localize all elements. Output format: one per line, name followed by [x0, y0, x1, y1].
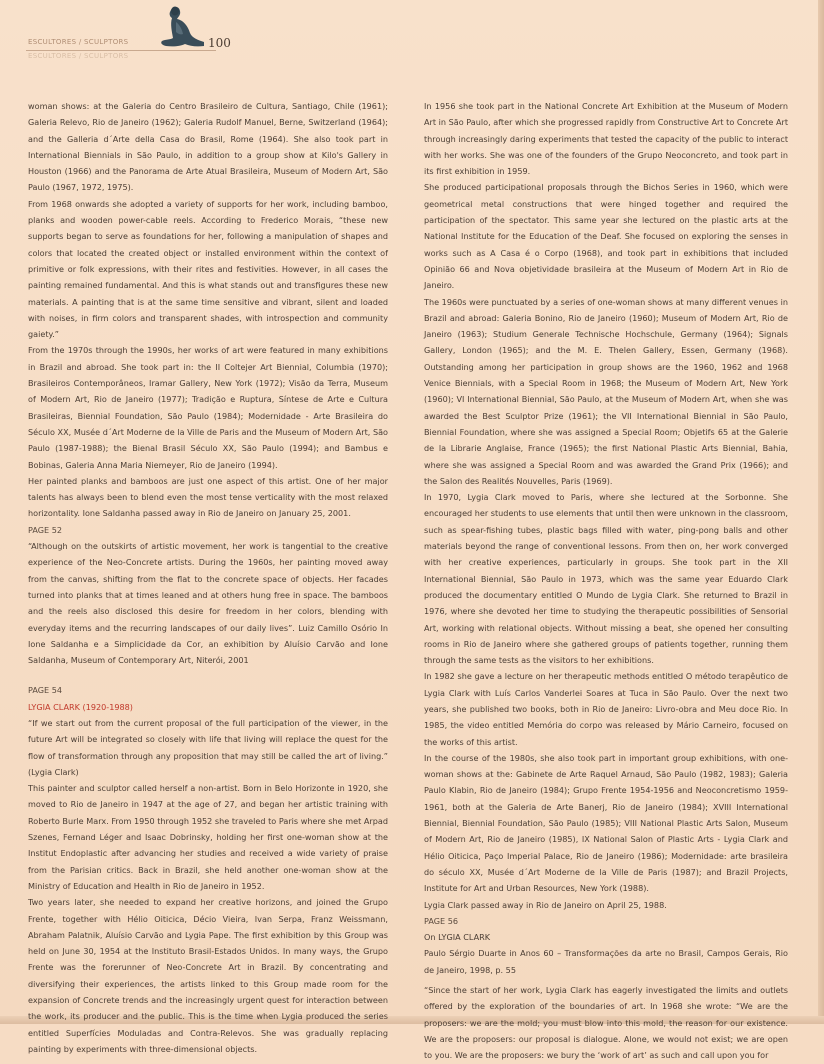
paragraph: Two years later, she needed to expand her creative horizons, and joined the Grupo Frente, together with Hélio Oiticica, Décio Vieira, Ivan Serpa, Franz Weissmann, Abraham Palatnik, Aluísio Carvão and Lygia Pape. The first exhibition by this Group was held on June 30, 1954 at the Instituto Brasil-Estados Unidos. In many ways, the Grupo Frente was the forerunner of Neo-Concrete Art in Brazil. By concentrating and diversifying their experiences, the artists linked to this Group made room for the expansion of Concrete trends and the increasingly urgent quest for interaction between the work, its producer and the public. This is the time when Lygia produced the series entitled Superfícies Moduladas and Contra-Relevos. She was gradually replacing painting by experiments with three-dimensional objects.: [28, 897, 388, 1054]
artist-heading: LYGIA CLARK (1920-1988): [28, 701, 133, 712]
left-column: [28, 98, 388, 1057]
page-reference-label: PAGE 52: [28, 524, 63, 535]
subheading: On LYGIA CLARK: [424, 932, 491, 943]
section-label-ghost: ESCULTORES / SCULPTORS: [28, 52, 129, 60]
spacer: [28, 668, 388, 682]
header-divider: [26, 50, 216, 51]
page-reference-label: PAGE 56: [424, 915, 459, 926]
paragraph: In the course of the 1980s, she also took part in important group exhibitions, with one-woman shows at the: Gabinete de Arte Raquel Arnaud, São Paulo (1982, 1983); Galeria Paulo Klabin, Rio de Janeiro (1984); Grupo Frente 1954-1956 and Neoconcretismo 1959-1961, both at the Galeria de Arte Banerj, Rio de Janeiro (1984); XVIII International Biennial, Biennial Foundation, São Paulo (1985); VIII National Plastic Arts Salon, Museum of Modern Art, Rio de Janeiro (1985), IX National Salon of Plastic Arts - Lygia Clark and Hélio Oiticica, Paço Imperial Palace, Rio de Janeiro (1986); Modernidade: arte brasileira do século XX, Musée d´Art Moderne de la Ville de Paris (1987); and Brazil Projects, Institute for Art and Urban Resources, New York (1988).: [424, 752, 788, 894]
page-number: 100: [208, 36, 231, 50]
paragraph: This painter and sculptor called herself a non-artist. Born in Belo Horizonte in 1920, she moved to Rio de Janeiro in 1947 at the age of 27, and began her artistic training with Roberto Burle Marx. From 1950 through 1952 she traveled to Paris where she met Arpad Szenes, Fernand Léger and Isaac Dobrinsky, holding her first one-woman show at the Institut Endoplastic after advancing her studies and received a wide variety of praise from the Parisian critics. Back in Brazil, she held another one-woman show at the Ministry of Education and Health in Rio de Janeiro in 1952.: [28, 783, 388, 891]
right-column: [424, 98, 788, 1064]
paragraph: Lygia Clark passed away in Rio de Janeiro on April 25, 1988.: [424, 899, 667, 910]
page-edge: [818, 0, 824, 1024]
paragraph: In 1956 she took part in the National Concrete Art Exhibition at the Museum of Modern Art in São Paulo, after which she progressed rapidly from Constructive Art to Concrete Art through increasingly daring experiments that tested the capacity of the public to interact with her works. She was one of the founders of the Grupo Neoconcreto, and took part in its first exhibition in 1959.: [424, 101, 788, 177]
paragraph: woman shows: at the Galeria do Centro Brasileiro de Cultura, Santiago, Chile (1961); Galeria Relevo, Rio de Janeiro (1962); Galeria Rudolf Manuel, Berne, Switzerland (1964); and the Galleria d´Arte della Casa do Brasil, Rome (1964). She also took part in International Biennials in São Paulo, in addition to a group show at Kilo's Gallery in Houston (1966) and the Panorama de Arte Atual Brasileira, Museum of Modern Art, São Paulo (1967, 1972, 1975).: [28, 101, 388, 193]
sculpture-thumbnail-icon: [152, 2, 210, 52]
paragraph: Her painted planks and bamboos are just one aspect of this artist. One of her major talents has always been to blend even the most tense verticality with the most relaxed horizontality. Ione Saldanha passed away in Rio de Janeiro on January 25, 2001.: [28, 475, 388, 519]
page-reference-label: PAGE 54: [28, 685, 63, 696]
quote-paragraph: “Since the start of her work, Lygia Clark has eagerly investigated the limits and outlets offered by the exploration of the boundaries of art. In 1968 she wrote: “We are the proposers: we are the mold; you must blow into this mold, the reason for our existence. We are the proposers: our proposal is dialogue. Alone, we would not exist; we are open to you. We are the proposers: we bury the ‘work of art’ as such and call upon you for: [424, 985, 788, 1061]
paragraph: From the 1970s through the 1990s, her works of art were featured in many exhibitions in Brazil and abroad. She took part in: the II Coltejer Art Biennial, Columbia (1970); Brasileiros Contemporâneos, Iramar Gallery, New York (1972); Visão da Terra, Museum of Modern Art, Rio de Janeiro (1977); Tradição e Ruptura, Síntese de Arte e Cultura Brasileiras, Biennial Foundation, São Paulo (1984); Modernidade - Arte Brasileira do Século XX, Musée d´Art Moderne de la Ville de Paris and the Museum of Modern Art, São Paulo (1987-1988); the Bienal Brasil Século XX, São Paulo (1994); and Bambus e Bobinas, Galeria Anna Maria Niemeyer, Rio de Janeiro (1994).: [28, 345, 388, 470]
quote-paragraph: “Although on the outskirts of artistic movement, her work is tangential to the creative experience of the Neo-Concrete artists. During the 1960s, her painting moved away from the canvas, shifting from the flat to the concrete space of objects. Her facades turned into planks that at times leaned and at others hung free in space. The bamboos and the reels also disclosed this desire for freedom in her colors, blending with everyday items and the recurring landscapes of our daily lives”. Luiz Camillo Osório In Ione Saldanha e a Simplicidade da Cor, an exhibition by Aluísio Carvão and Ione Saldanha, Museum of Contemporary Art, Niterói, 2001: [28, 541, 388, 666]
paragraph: From 1968 onwards she adopted a variety of supports for her work, including bamboo, planks and wooden power-cable reels. According to Frederico Morais, “these new supports began to serve as foundations for her, following a manipulation of shapes and colors that located the created object or installed environment within the context of primitive or folk expressions, with their rites and festivities. However, in all cases the painting remained fundamental. And this is what stands out and transfigures these new materials. A painting that is at the same time sensitive and vibrant, silent and loaded with noises, in firm colors and transparent shades, with introspection and community gaiety.”: [28, 198, 388, 340]
page-header: [0, 0, 824, 70]
paragraph: In 1982 she gave a lecture on her therapeutic methods entitled O método terapêutico de Lygia Clark with Luís Carlos Vanderlei Soares at Tuca in São Paulo. Over the next two years, she published two books, both in Rio de Janeiro: Livro-obra and Meu doce Rio. In 1985, the video entitled Memória do corpo was released by Mário Carneiro, focused on the works of this artist.: [424, 671, 788, 747]
citation: Paulo Sérgio Duarte in Anos 60 – Transformações da arte no Brasil, Campos Gerais, Rio de Janeiro, 1998, p. 55: [424, 948, 788, 975]
paragraph: In 1970, Lygia Clark moved to Paris, where she lectured at the Sorbonne. She encouraged her students to use elements that until then were unknown in the classroom, such as spear-fishing tubes, plastic bags filled with water, ping-pong balls and other materials beyond the range of conventional lessons. From then on, her work converged with her creative experiences, particularly in groups. She took part in the XII International Biennial, São Paulo in 1973, which was the same year Eduardo Clark produced the documentary entitled O Mundo de Lygia Clark. She returned to Brazil in 1976, where she devoted her time to studying the therapeutic possibilities of Sensorial Art, working with relational objects. Without missing a beat, she opened her consulting rooms in Rio de Janeiro where she gathered groups of patients together, running them through the same tests as the visitors to her exhibitions.: [424, 492, 788, 666]
section-label: ESCULTORES / SCULPTORS: [28, 38, 129, 46]
paragraph: The 1960s were punctuated by a series of one-woman shows at many different venues in Brazil and abroad: Galeria Bonino, Rio de Janeiro (1960); Museum of Modern Art, Rio de Janeiro (1963); Studium Generale Technische Hochschule, Germany (1964); Signals Gallery, London (1965); and the M. E. Thelen Gallery, Essen, Germany (1968). Outstanding among her participation in group shows are the 1960, 1962 and 1968 Venice Biennials, with a Special Room in 1968; the Museum of Modern Art, New York (1960); VI International Biennial, São Paulo, at the Museum of Modern Art, when she was awarded the Best Sculptor Prize (1961); the VII International Biennial in São Paulo, Biennial Foundation, where she was assigned a Special Room; Objetifs 65 at the Galerie de la Librarie Anglaise, France (1965); the first National Plastic Arts Biennial, Bahia, where she was assigned a Special Room and was awarded the Grand Prix (1966); and the Salon des Realités Nouvelles, Paris (1969).: [424, 296, 788, 486]
quote-paragraph: “If we start out from the current proposal of the full participation of the viewer, in the future Art will be integrated so closely with life that living will replace the quest for the flow of transformation through any proposition that may still be called the art of living.” (Lygia Clark): [28, 717, 388, 777]
paragraph: She produced participational proposals through the Bichos Series in 1960, which were geometrical metal constructions that were hinged together and required the participation of the spectator. This same year she lectured on the plastic arts at the National Institute for the Education of the Deaf. She focused on exploring the senses in works such as A Casa é o Corpo (1968), and took part in exhibitions that included Opinião 66 and Nova objetividade brasileira at the Museum of Modern Art in Rio de Janeiro.: [424, 182, 788, 291]
